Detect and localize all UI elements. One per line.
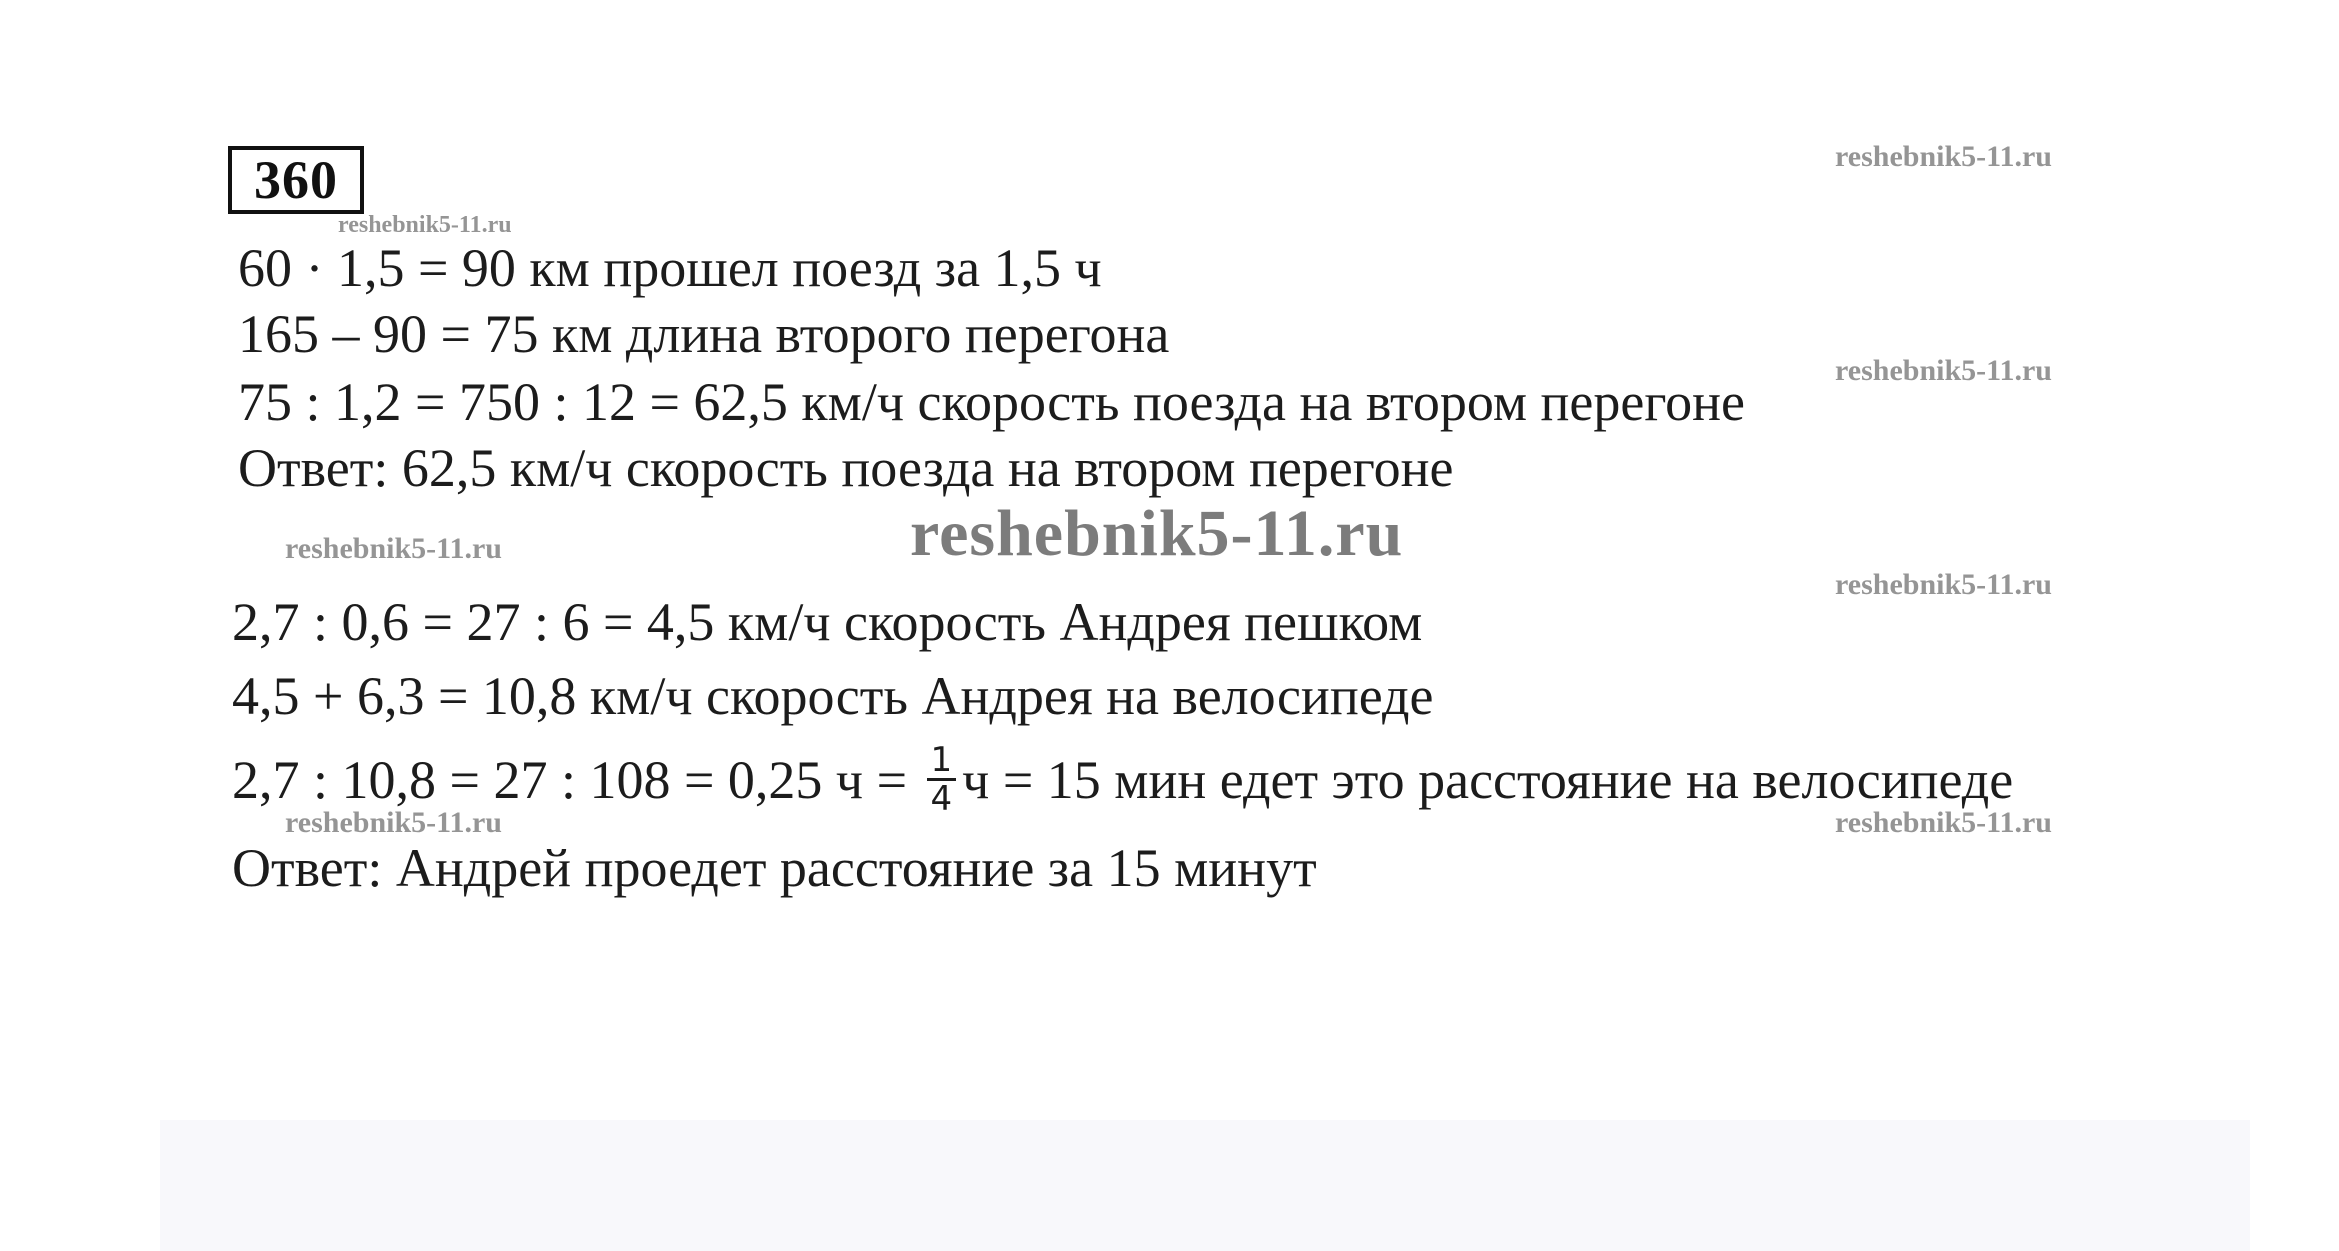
solution-line: 60 · 1,5 = 90 км прошел поезд за 1,5 ч [238, 238, 1102, 298]
equation-text: ч = 15 мин едет это расстояние на велосипеде [962, 750, 2014, 810]
solution-line: 4,5 + 6,3 = 10,8 км/ч скорость Андрея на велосипеде [232, 666, 1434, 726]
watermark: reshebnik5-11.ru [1835, 140, 2052, 173]
background-panel-lower [160, 1120, 2250, 1251]
watermark: reshebnik5-11.ru [285, 532, 502, 565]
watermark-large: reshebnik5-11.ru [910, 497, 1404, 570]
watermark: reshebnik5-11.ru [338, 212, 512, 238]
watermark: reshebnik5-11.ru [1835, 806, 2052, 839]
problem-number-box: 360 [228, 146, 364, 214]
equation-text: 2,7 : 10,8 = 27 : 108 = 0,25 ч = [232, 750, 921, 810]
solution-line: 75 : 1,2 = 750 : 12 = 62,5 км/ч скорость поезда на втором перегоне [238, 372, 1746, 432]
solution-line: 165 – 90 = 75 км длина второго перегона [238, 304, 1170, 364]
solution-line-with-fraction [232, 740, 2014, 823]
fraction-denominator: 4 [930, 779, 953, 820]
watermark: reshebnik5-11.ru [1835, 568, 2052, 601]
solution-line: 2,7 : 0,6 = 27 : 6 = 4,5 км/ч скорость Андрея пешком [232, 592, 1423, 652]
watermark: reshebnik5-11.ru [1835, 354, 2052, 387]
watermark: reshebnik5-11.ru [285, 806, 502, 839]
fraction-numerator: 1 [927, 742, 957, 781]
answer-line: Ответ: Андрей проедет расстояние за 15 минут [232, 838, 1317, 898]
answer-line: Ответ: 62,5 км/ч скорость поезда на втором перегоне [238, 438, 1454, 498]
fraction [927, 740, 957, 820]
